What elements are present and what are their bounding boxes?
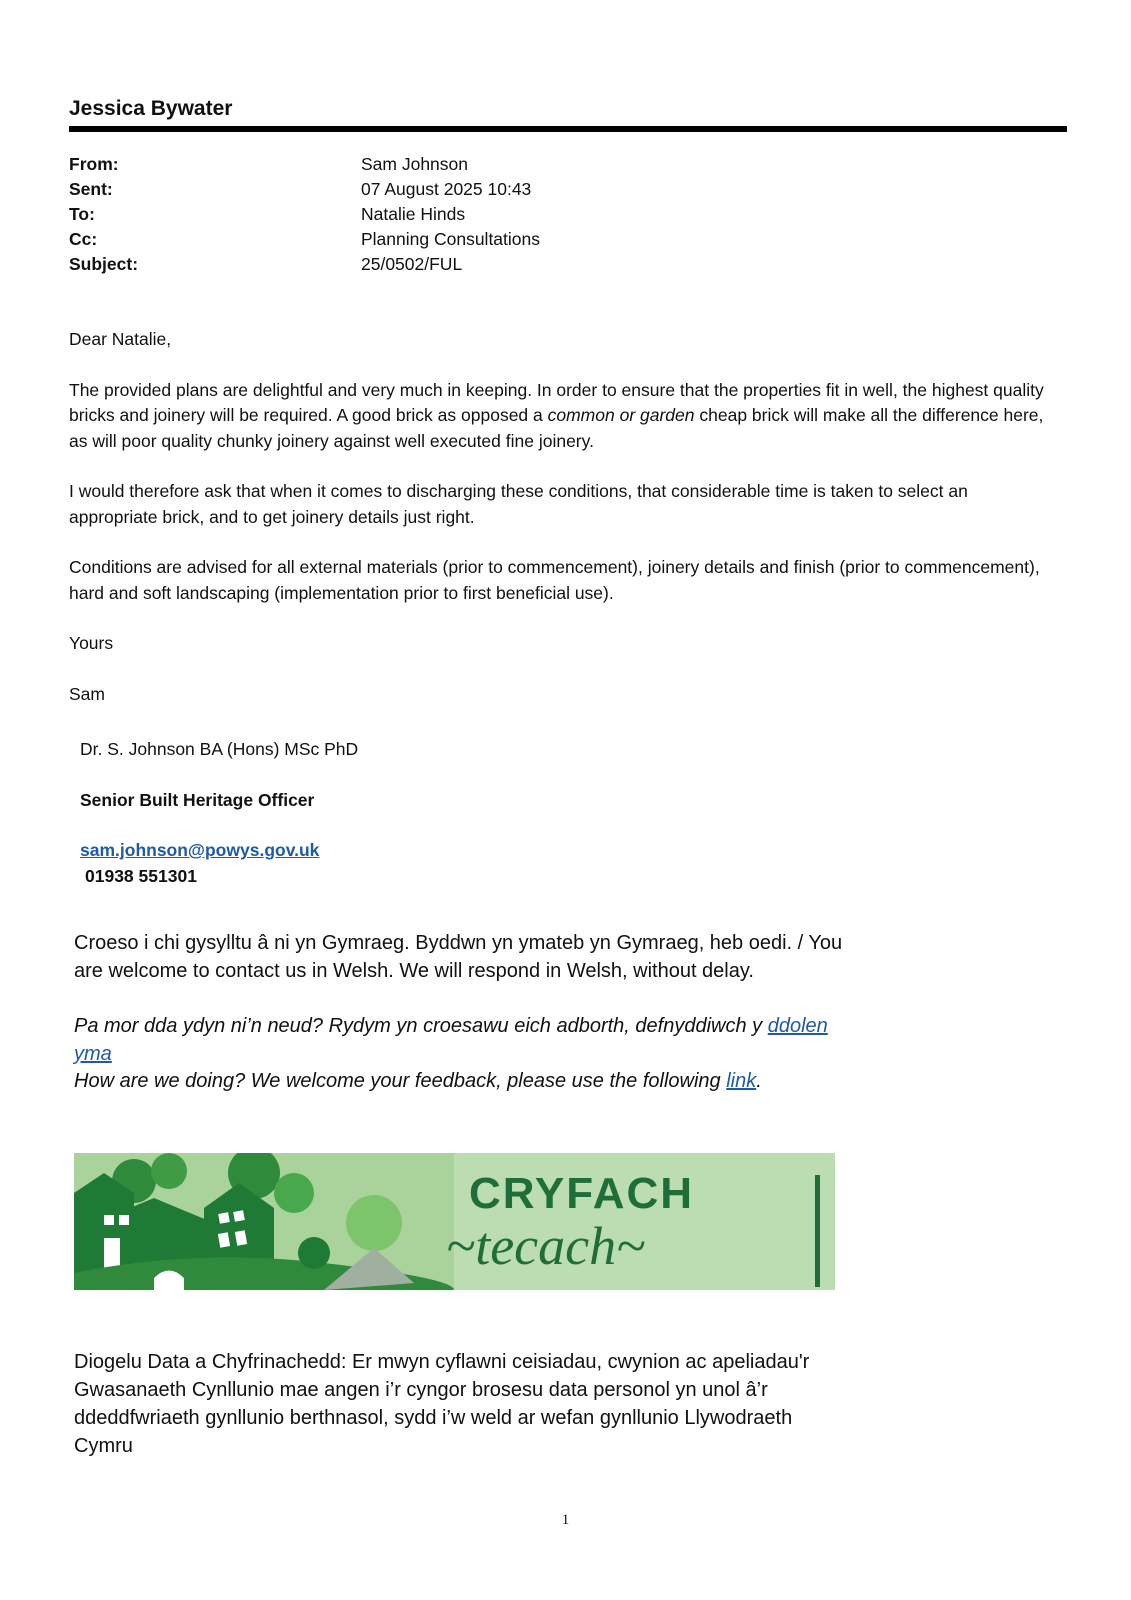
- signature-phone: 01938 551301: [85, 865, 197, 886]
- paragraph-conditions: Conditions are advised for all external materials (prior to commencement), joinery details and finish (prior to commencement), hard and soft landscaping (implementation prior to first beneficial use).: [69, 557, 1040, 603]
- feedback-english: [74, 1068, 844, 1096]
- sender-first-name: Sam: [69, 683, 105, 704]
- banner-subtitle: ~tecach~: [446, 1216, 646, 1276]
- page-number: 1: [561, 1512, 570, 1528]
- signature-email-link[interactable]: sam.johnson@powys.gov.uk: [80, 840, 320, 860]
- header-label: To:: [69, 204, 95, 224]
- header-divider: [69, 126, 1067, 132]
- header-label: Sent:: [69, 179, 113, 199]
- header-value: Sam Johnson: [361, 154, 469, 174]
- header-label: Cc:: [69, 229, 98, 249]
- signature-title: Senior Built Heritage Officer: [80, 789, 315, 810]
- page-owner-name: Jessica Bywater: [69, 97, 233, 120]
- header-row-sent: [69, 177, 540, 202]
- banner-title: CRYFACH: [469, 1169, 695, 1218]
- welsh-language-notice: [74, 930, 844, 1096]
- closing: Yours: [69, 633, 114, 653]
- header-value: 07 August 2025 10:43: [361, 179, 532, 199]
- paragraph-text: The provided plans are delightful and very much in keeping. In order to ensure that the properties fit in well, the highest quality bricks and joinery will be required. A good brick as opposed a: [69, 379, 1044, 425]
- header-value: Natalie Hinds: [361, 204, 466, 224]
- italic-phrase: common or garden: [547, 405, 695, 425]
- email-header: [69, 152, 540, 277]
- header-row-to: [69, 202, 540, 227]
- header-label: Subject:: [69, 254, 139, 274]
- greeting: Dear Natalie,: [69, 329, 172, 349]
- signature-name: Dr. S. Johnson BA (Hons) MSc PhD: [80, 739, 359, 759]
- feedback-welsh-text: Pa mor dda ydyn ni’n neud? Rydym yn croesawu eich adborth, defnyddiwch y: [74, 1015, 768, 1037]
- feedback-english-link[interactable]: link: [726, 1070, 757, 1092]
- privacy-notice: Diogelu Data a Chyfrinachedd: Er mwyn cyflawni ceisiadau, cwynion ac apeliadau'r Gwasanaeth Cynllunio mae angen i’r cyngor brosesu data personol yn unol â’r ddeddfwriaeth gynllunio berthnasol, sydd i’w weld ar wefan gynllunio Llywodraeth Cymru: [74, 1351, 810, 1457]
- header-value: 25/0502/FUL: [361, 254, 463, 274]
- language-notice: Croeso i chi gysylltu â ni yn Gymraeg. Byddwn yn ymateb yn Gymraeg, heb oedi. / You are welcome to contact us in Welsh. We will respond in Welsh, without delay.: [74, 932, 843, 982]
- header-row-cc: [69, 227, 540, 252]
- email-body: [69, 327, 1049, 732]
- paragraph-quality: [69, 378, 1049, 455]
- feedback-english-text: How are we doing? We welcome your feedback, please use the following: [74, 1070, 727, 1092]
- paragraph-text: cheap brick will make all the difference here, as will poor quality chunky joinery against well executed fine joinery.: [69, 405, 1044, 451]
- feedback-english-end: .: [756, 1070, 762, 1092]
- cryfach-tecach-banner: [74, 1153, 835, 1290]
- header-value: Planning Consultations: [361, 229, 541, 249]
- header-label: From:: [69, 154, 119, 174]
- header-row-subject: [69, 252, 540, 277]
- feedback-welsh: [74, 1013, 844, 1068]
- paragraph-request: I would therefore ask that when it comes to discharging these conditions, that considerable time is taken to select an appropriate brick, and to get joinery details just right.: [69, 481, 968, 527]
- email-signature: [80, 737, 358, 889]
- feedback-welsh-link[interactable]: ddolen yma: [74, 1015, 828, 1065]
- header-row-from: [69, 152, 540, 177]
- banner-divider: [815, 1175, 820, 1287]
